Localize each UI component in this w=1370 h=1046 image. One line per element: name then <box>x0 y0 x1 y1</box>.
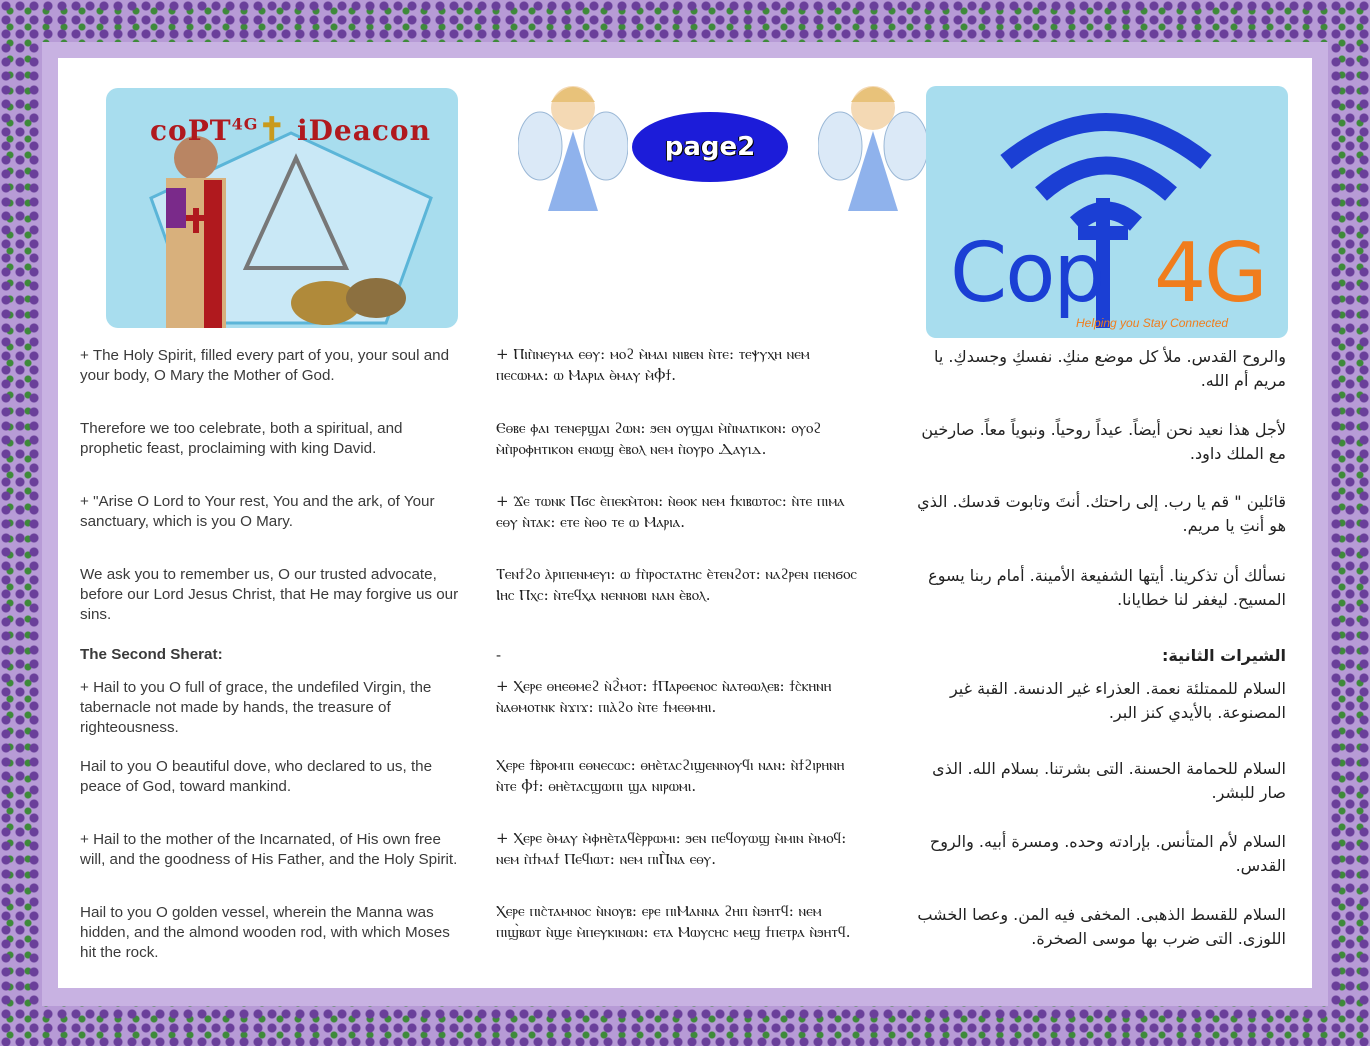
coptic-paragraph: Ⲭⲉⲣⲉ ⲡⲓⲥ̀ⲧⲁⲙⲛⲟⲥ ⲛ̀ⲛⲟⲩⲃ: ⲉⲣⲉ ⲡⲓⲘⲁⲛⲛⲁ ϩⲏⲡ ⲛ̀ϧⲏⲧϥ: ⲛⲉⲙ ⲡⲓϣ̀ⲃⲱⲧ ⲛ̀ϣⲉ ⲙ̀ⲡⲉⲩⲕⲓⲛⲱⲛ: ⲉⲧⲁ Ⲙⲱⲩⲥⲏⲥ ⲙⲉϣ ϯⲡⲉⲧⲣⲁ ⲛ̀ϧⲏⲧϥ. <box>496 902 851 941</box>
angel-left-icon <box>518 76 628 216</box>
deacon-figure-icon <box>126 128 266 328</box>
arabic-paragraph: السلام لأم المتأنس. بإرادته وحده. ومسرة أبيه. والروح القدس. <box>929 832 1286 875</box>
arabic-paragraph: نسألك أن تذكرينا. أيتها الشفيعة الأمينة. أمام ربنا يسوع المسيح. ليغفر لنا خطايانا. <box>928 566 1286 609</box>
english-paragraph: Therefore we too celebrate, both a spiritual, and prophetic feast, proclaiming with king David. <box>80 420 403 457</box>
arabic-paragraph: لأجل هذا نعيد نحن أيضاً. عيداً روحياً. ونبوياً معاً. صارخين مع الملك داود. <box>921 420 1286 463</box>
coptic-paragraph: + Ⲭⲉⲣⲉ ⲑⲏⲉⲑⲙⲉϩ ⲛ̀ϩ̀ⲙⲟⲧ: ϯⲠⲁⲣⲑⲉⲛⲟⲥ ⲛ̀ⲁⲧⲑⲱⲗⲉⲃ: ϯⲥ̀ⲕⲏⲛⲏ ⲛ̀ⲁⲑⲙⲟⲧⲛⲕ ⲛ̀ϫⲓϫ: ⲡⲓⲁ̀ϩⲟ ⲛ̀ⲧⲉ ϯⲙⲉⲑⲙⲏⲓ. <box>496 677 832 716</box>
english-paragraph: + Hail to the mother of the Incarnated, of His own free will, and the goodness of His Father, and the Holy Spirit. <box>80 831 458 868</box>
english-paragraph: + Hail to you O full of grace, the undefiled Virgin, the tabernacle not made by hands, the treasure of righteousness. <box>80 679 432 736</box>
coptic-paragraph: + Ⲡⲓⲡ̀ⲛⲉⲩⲙⲁ ⲉⲑⲩ: ⲙⲟϩ ⲙ̀ⲙⲁⲓ ⲛⲓⲃⲉⲛ ⲛ̀ⲧⲉ: ⲧⲉⲯⲩⲭⲏ ⲛⲉⲙ ⲡⲉⲥⲱⲙⲁ: ⲱ Ⲙⲁⲣⲓⲁ ⲑ̀ⲙⲁⲩ ⲙ̀Ⲫϯ. <box>496 345 810 384</box>
english-paragraph: We ask you to remember us, O our trusted advocate, before our Lord Jesus Christ, that He may forgive us our sins. <box>80 566 459 623</box>
document-page <box>58 58 1312 988</box>
copt4g-logo-text: Cop <box>950 226 1104 321</box>
english-paragraph: Hail to you O golden vessel, wherein the Manna was hidden, and the almond wooden rod, with which Moses hit the rock. <box>80 904 450 961</box>
angel-right-icon <box>818 76 928 216</box>
arabic-paragraph: السلام للممتلئة نعمة. العذراء غير الدنسة. القبة غير المصنوعة. بالأيدي كنز البر. <box>949 679 1286 722</box>
english-paragraph: + The Holy Spirit, filled every part of you, your soul and your body, O Mary the Mother of God. <box>80 347 450 384</box>
coptic-paragraph: Ⲭⲉⲣⲉ ϯⲃ̀ⲣⲟⲙⲡⲓ ⲉⲑⲛⲉⲥⲱⲥ: ⲑⲏⲉ̀ⲧⲁⲥϩⲓϣⲉⲛⲛⲟⲩϥⲓ ⲛⲁⲛ: ⲛ̀ϯϩⲓⲣⲏⲛⲏ ⲛ̀ⲧⲉ Ⲫϯ: ⲑⲏⲉ̀ⲧⲁⲥϣⲱⲡⲓ ϣⲁ ⲛⲓⲣⲱⲙⲓ. <box>496 756 845 795</box>
coptic-paragraph: + Ϫⲉ ⲧⲱⲛⲕ Ⲡϭⲥ ⲉ̀ⲡⲉⲕⲙ̀ⲧⲟⲛ: ⲛ̀ⲑⲟⲕ ⲛⲉⲙ ϯⲕⲓⲃⲱⲧⲟⲥ: ⲛ̀ⲧⲉ ⲡⲓⲙⲁ ⲉⲑⲩ ⲛ̀ⲧⲁⲕ: ⲉⲧⲉ ⲛ̀ⲑⲟ ⲧⲉ ⲱ Ⲙⲁⲣⲓⲁ. <box>496 492 845 531</box>
copt4g-logo-accent: 4G <box>1154 226 1266 321</box>
ideacon-logo-title: coPT$^{4G}$✝ iDeacon <box>150 110 431 148</box>
coptic-separator: - <box>496 646 502 664</box>
page-number-badge: page2 <box>632 112 788 182</box>
ideacon-logo <box>106 88 458 328</box>
copt4g-logo <box>926 86 1288 338</box>
arabic-paragraph: قائلين " قم يا رب. إلى راحتك. أنتَ وتابوت قدسك. الذي هو أنتِ يا مريم. <box>917 492 1286 535</box>
arabic-paragraph: السلام للقسط الذهبى. المخفى فيه المن. وعصا الخشب اللوزى. التى ضرب بها موسى الصخرة. <box>917 905 1286 948</box>
copt4g-tagline: Helping you Stay Connected <box>1076 316 1229 330</box>
section-heading: The Second Sherat: <box>80 646 223 663</box>
coptic-paragraph: Ⲉⲑⲃⲉ ⲫⲁⲓ ⲧⲉⲛⲉⲣϣⲁⲓ ϩⲱⲛ: ϧⲉⲛ ⲟⲩϣⲁⲓ ⲙ̀ⲡ̀ⲛⲁⲧⲓⲕⲟⲛ: ⲟⲩⲟϩ ⲙ̀ⲡ̀ⲣⲟⲫⲏⲧⲓⲕⲟⲛ ⲉⲛⲱϣ ⲉ̀ⲃⲟⲗ ⲛⲉⲙ ⲡ̀ⲟⲩⲣⲟ Ⲇⲁⲩⲓⲇ. <box>496 419 822 458</box>
arabic-section-heading: الشيرات الثانية: <box>1161 646 1286 665</box>
english-paragraph: + "Arise O Lord to Your rest, You and the ark, of Your sanctuary, which is you O Mary. <box>80 493 435 530</box>
coptic-paragraph: + Ⲭⲉⲣⲉ ⲑ̀ⲙⲁⲩ ⲙ̀ⲫⲏⲉ̀ⲧⲁϥⲉ̀ⲣⲣⲱⲙⲓ: ϧⲉⲛ ⲡⲉϥⲟⲩⲱϣ ⲙ̀ⲙⲓⲛ ⲙ̀ⲙⲟϥ: ⲛⲉⲙ ⲡ̀ϯⲙⲁϯ Ⲡⲉϥⲓⲱⲧ: ⲛⲉⲙ ⲡⲓⲠ̀ⲛⲁ ⲉⲑⲩ. <box>496 829 847 868</box>
arabic-paragraph: والروح القدس. ملأ كل موضع منكِ. نفسكِ وجسدكِ. يا مريم أم الله. <box>934 347 1286 390</box>
arabic-paragraph: السلام للحمامة الحسنة. التى بشرتنا. بسلام الله. الذى صار للبشر. <box>932 759 1286 802</box>
coptic-paragraph: Ⲧⲉⲛϯϩⲟ ⲁ̀ⲣⲓⲡⲉⲛⲙⲉⲩⲓ: ⲱ ϯⲡ̀ⲣⲟⲥⲧⲁⲧⲏⲥ ⲉ̀ⲧⲉⲛϩⲟⲧ: ⲛⲁϩⲣⲉⲛ ⲡⲉⲛϭⲟⲥ Ⲓⲏⲥ Ⲡⲭⲥ: ⲛ̀ⲧⲉϥⲭⲁ ⲛⲉⲛⲛⲟⲃⲓ ⲛⲁⲛ ⲉ̀ⲃⲟⲗ. <box>496 565 857 604</box>
english-paragraph: Hail to you O beautiful dove, who declared to us, the peace of God, toward mankind. <box>80 758 433 795</box>
